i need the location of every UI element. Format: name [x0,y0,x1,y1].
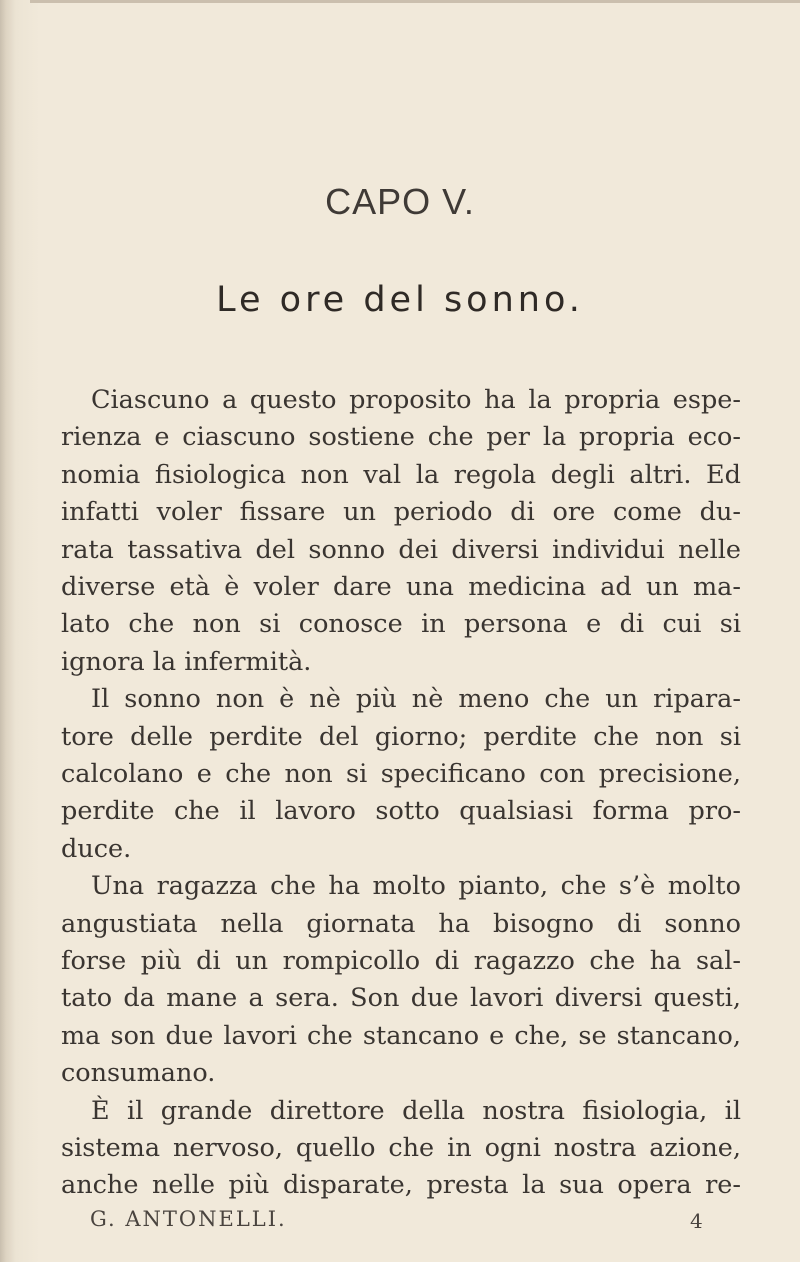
text-line: Il sonno non è nè più nè meno che un ripara- [91,684,741,715]
text-line: Una ragazza che ha molto pianto, che s’è molto [91,871,741,902]
text-line: forse più di un rompicollo di ragazzo che ha sal- [61,946,741,976]
text-line: sistema nervoso, quello che in ogni nostra azione, [61,1133,741,1163]
text-line: infatti voler fissare un periodo di ore come du- [61,497,741,528]
text-line: nomia fisiologica non val la regola degli altri. Ed [61,459,741,490]
text-line: angustiata nella giornata ha bisogno di sonno [61,908,741,939]
text-line: calcolano e che non si specificano con precisione, [61,759,741,789]
page-number: 4 [690,1208,703,1233]
text-line: tore delle perdite del giorno; perdite che non si [61,721,741,752]
text-line: consumano. [61,1058,216,1089]
chapter-title: Le ore del sonno. [216,280,584,320]
text-line: duce. [61,833,132,864]
text-line: tato da mane a sera. Son due lavori diversi questi, [61,983,741,1014]
text-line: perdite che il lavoro sotto qualsiasi forma pro- [61,796,741,827]
page-top-edge [30,0,800,3]
text-line: rata tassativa del sonno dei diversi individui nelle [61,534,741,565]
text-line: Ciascuno a questo proposito ha la propria espe- [91,385,741,415]
footer-signature: G. ANTONELLI. [90,1206,287,1231]
chapter-heading: CAPO V. [325,181,475,222]
text-line: È il grande direttore della nostra fisiologia, il [91,1095,741,1126]
text-line: lato che non si conosce in persona e di cui si [61,609,741,640]
text-line: ignora la infermità. [61,646,312,677]
text-line: ma son due lavori che stancano e che, se stancano, [61,1020,741,1051]
text-line: anche nelle più disparate, presta la sua opera re- [61,1170,741,1201]
text-line: diverse età è voler dare una medicina ad un ma- [61,572,741,602]
text-line: rienza e ciascuno sostiene che per la propria eco- [61,422,741,453]
